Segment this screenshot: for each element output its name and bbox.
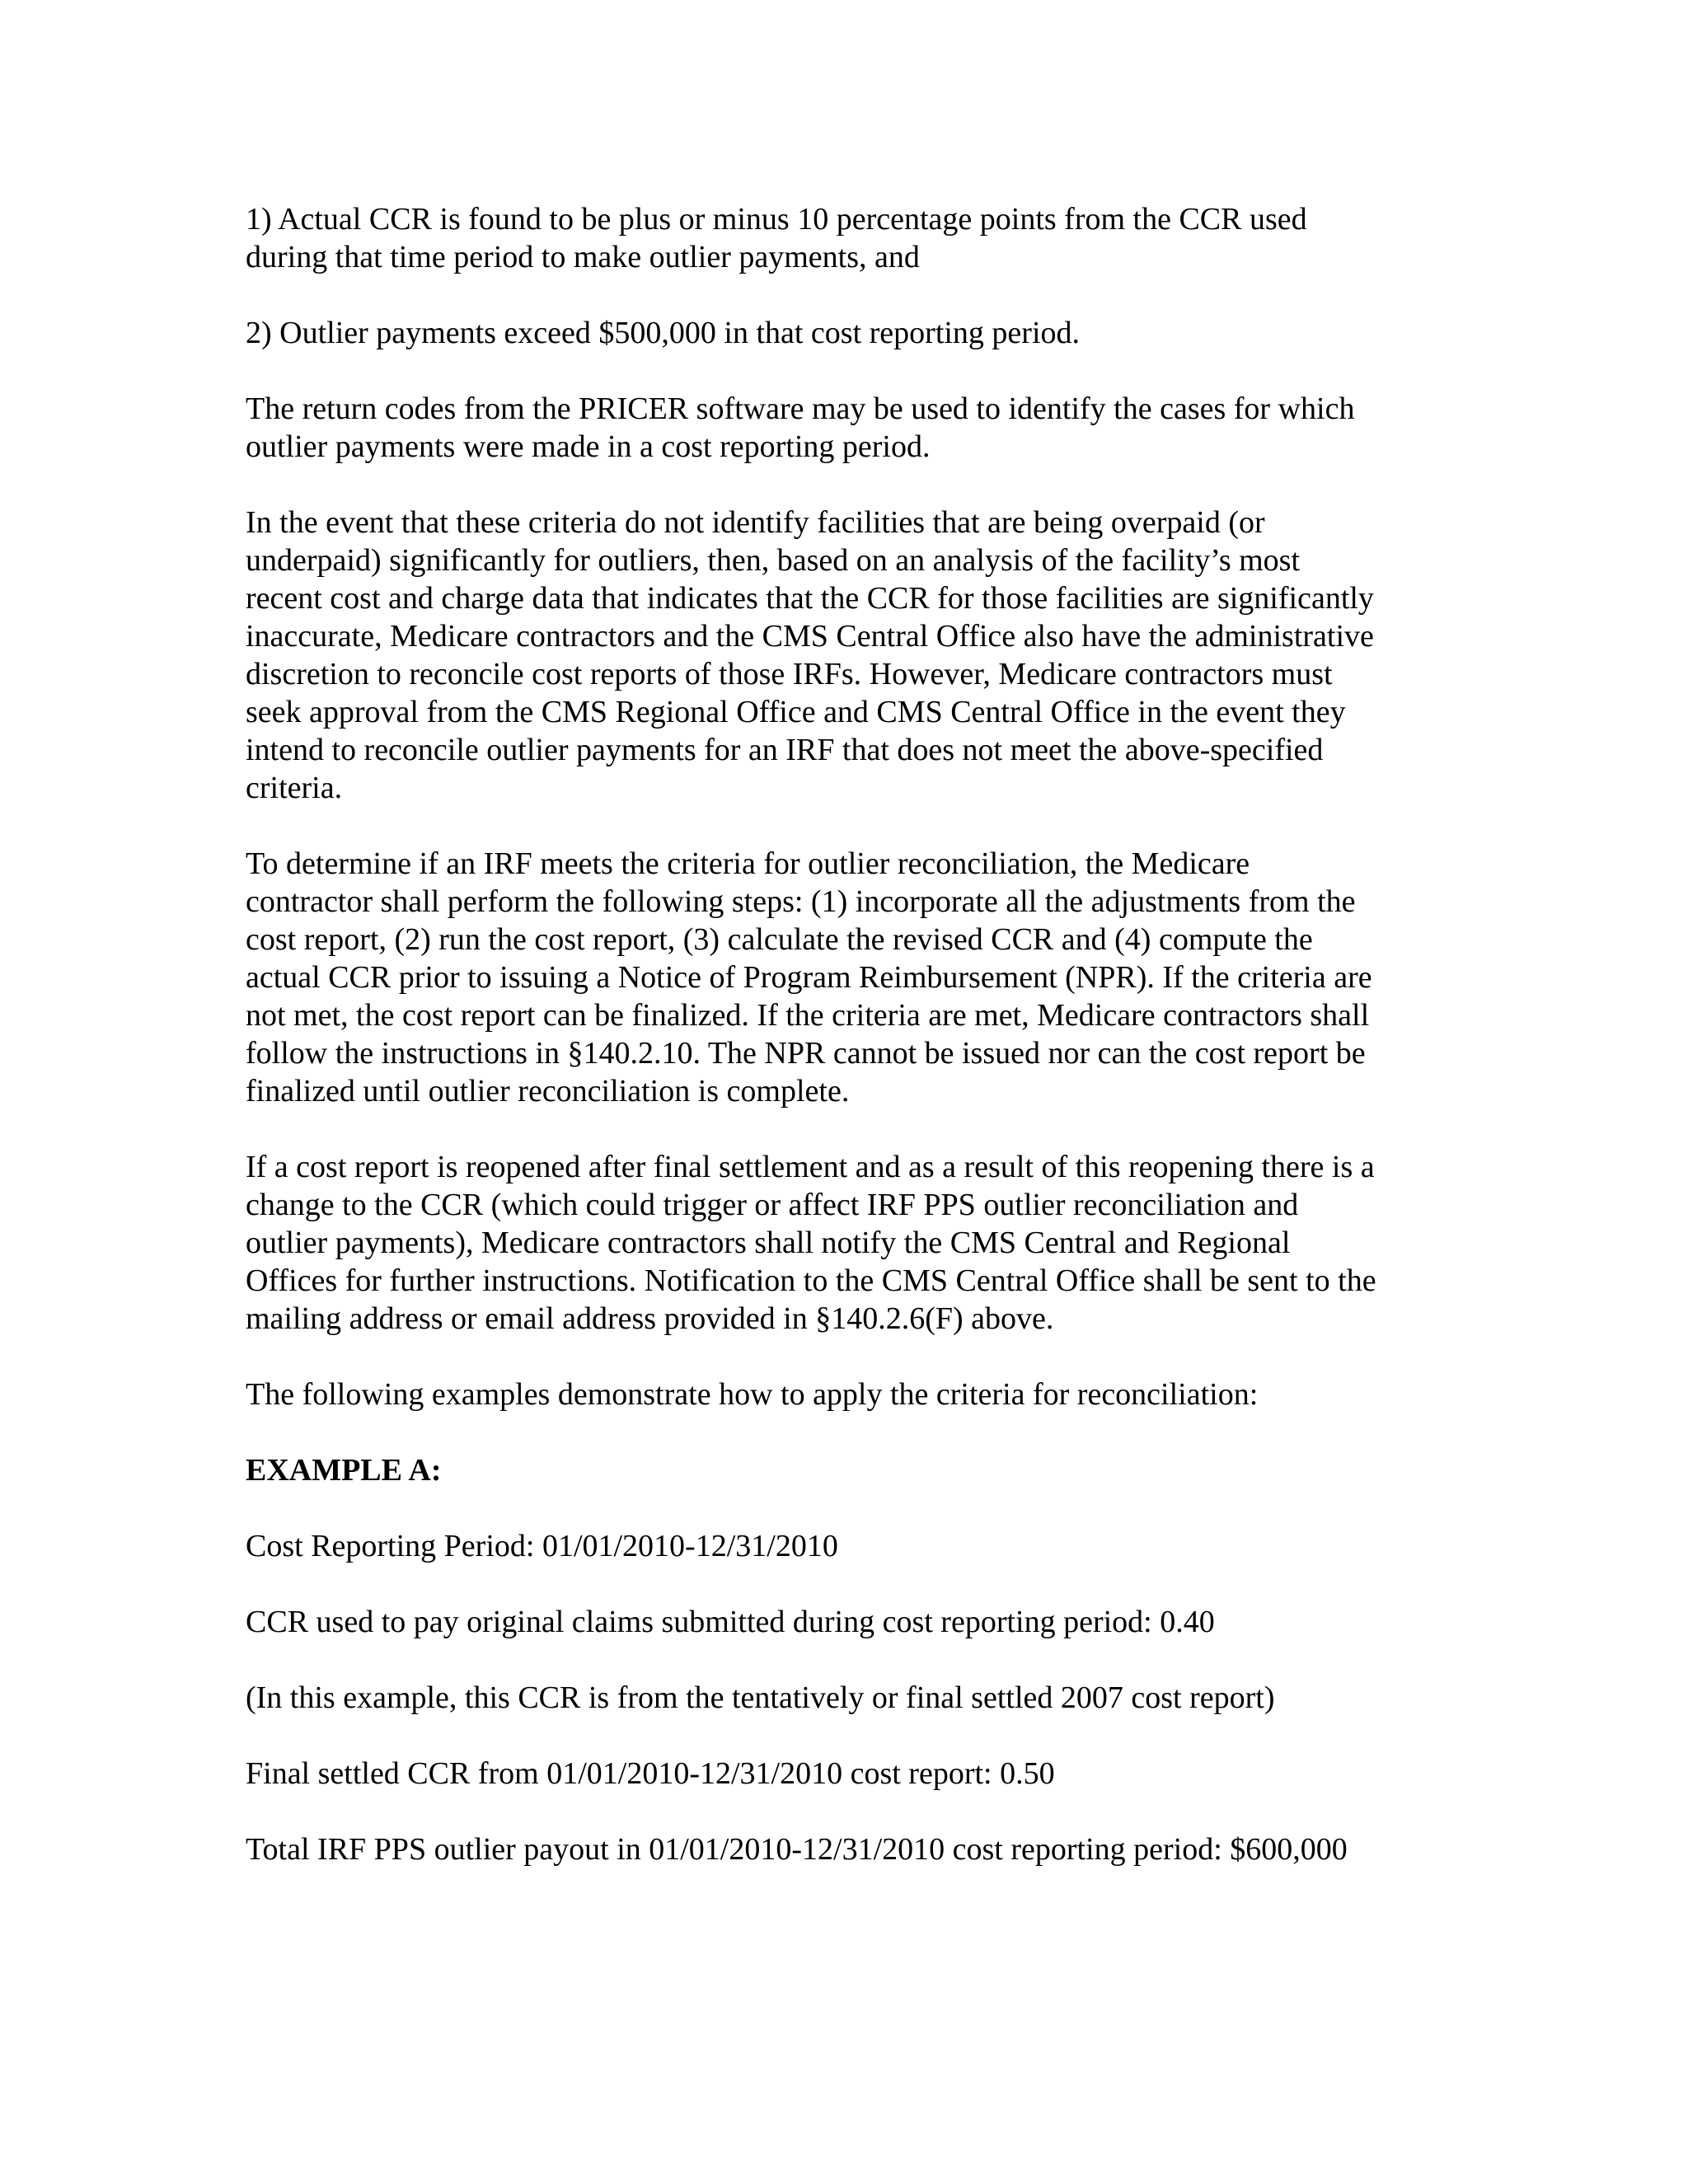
text-line: finalized until outlier reconciliation is complete. bbox=[246, 1074, 850, 1108]
reopened-paragraph bbox=[246, 1148, 1457, 1338]
text-line: To determine if an IRF meets the criteria for outlier reconciliation, the Medicare bbox=[246, 846, 1250, 881]
text-line: not met, the cost report can be finalized. If the criteria are met, Medicare contractors shall bbox=[246, 998, 1370, 1033]
event-paragraph bbox=[246, 504, 1457, 807]
text-line: underpaid) significantly for outliers, then, based on an analysis of the facility’s most bbox=[246, 543, 1301, 578]
text-line: criteria. bbox=[246, 771, 343, 805]
text-line: Final settled CCR from 01/01/2010-12/31/2010 cost report: 0.50 bbox=[246, 1756, 1055, 1791]
text-line: If a cost report is reopened after final settlement and as a result of this reopening there is a bbox=[246, 1150, 1375, 1184]
example-line-outlier-payout bbox=[246, 1830, 1457, 1868]
determine-paragraph bbox=[246, 845, 1457, 1110]
text-line: outlier payments were made in a cost reporting period. bbox=[246, 429, 931, 464]
criterion-1 bbox=[246, 200, 1457, 276]
text-line: In the event that these criteria do not identify facilities that are being overpaid (or bbox=[246, 505, 1265, 540]
example-line-note bbox=[246, 1679, 1457, 1717]
text-line: inaccurate, Medicare contractors and the CMS Central Office also have the administrative bbox=[246, 619, 1374, 654]
example-line-final-ccr bbox=[246, 1755, 1457, 1793]
example-line-ccr-used bbox=[246, 1603, 1457, 1641]
text-line: discretion to reconcile cost reports of those IRFs. However, Medicare contractors must bbox=[246, 657, 1333, 691]
text-line: mailing address or email address provided in §140.2.6(F) above. bbox=[246, 1301, 1054, 1336]
text-line: The return codes from the PRICER software may be used to identify the cases for which bbox=[246, 391, 1355, 426]
text-line: change to the CCR (which could trigger or affect IRF PPS outlier reconciliation and bbox=[246, 1188, 1299, 1222]
text-line: during that time period to make outlier payments, and bbox=[246, 240, 920, 274]
return-codes-paragraph bbox=[246, 390, 1457, 466]
example-heading bbox=[246, 1451, 1457, 1489]
examples-intro bbox=[246, 1376, 1457, 1413]
text-line: CCR used to pay original claims submitted during cost reporting period: 0.40 bbox=[246, 1605, 1215, 1639]
example-title: EXAMPLE A: bbox=[246, 1453, 442, 1488]
text-line: Total IRF PPS outlier payout in 01/01/2010-12/31/2010 cost reporting period: $600,000 bbox=[246, 1832, 1348, 1867]
text-line: Offices for further instructions. Notification to the CMS Central Office shall be sent to the bbox=[246, 1263, 1376, 1298]
text-line: contractor shall perform the following steps: (1) incorporate all the adjustments from the bbox=[246, 884, 1356, 919]
text-line: (In this example, this CCR is from the tentatively or final settled 2007 cost report) bbox=[246, 1680, 1275, 1715]
text-line: seek approval from the CMS Regional Office and CMS Central Office in the event they bbox=[246, 695, 1346, 729]
text-line: intend to reconcile outlier payments for an IRF that does not meet the above-specified bbox=[246, 733, 1324, 767]
text-line: follow the instructions in §140.2.10. The NPR cannot be issued nor can the cost report be bbox=[246, 1036, 1366, 1071]
criterion-2 bbox=[246, 314, 1457, 352]
text-line: Cost Reporting Period: 01/01/2010-12/31/2010 bbox=[246, 1529, 838, 1563]
text-line: recent cost and charge data that indicates that the CCR for those facilities are significantly bbox=[246, 581, 1374, 616]
example-line-period bbox=[246, 1527, 1457, 1565]
text-line: outlier payments), Medicare contractors shall notify the CMS Central and Regional bbox=[246, 1226, 1291, 1260]
text-line: 2) Outlier payments exceed $500,000 in that cost reporting period. bbox=[246, 316, 1081, 350]
text-line: cost report, (2) run the cost report, (3) calculate the revised CCR and (4) compute the bbox=[246, 922, 1313, 957]
text-line: The following examples demonstrate how to apply the criteria for reconciliation: bbox=[246, 1377, 1259, 1412]
text-line: 1) Actual CCR is found to be plus or minus 10 percentage points from the CCR used bbox=[246, 202, 1307, 237]
text-line: actual CCR prior to issuing a Notice of Program Reimbursement (NPR). If the criteria are bbox=[246, 960, 1372, 995]
document-body bbox=[246, 200, 1457, 1906]
